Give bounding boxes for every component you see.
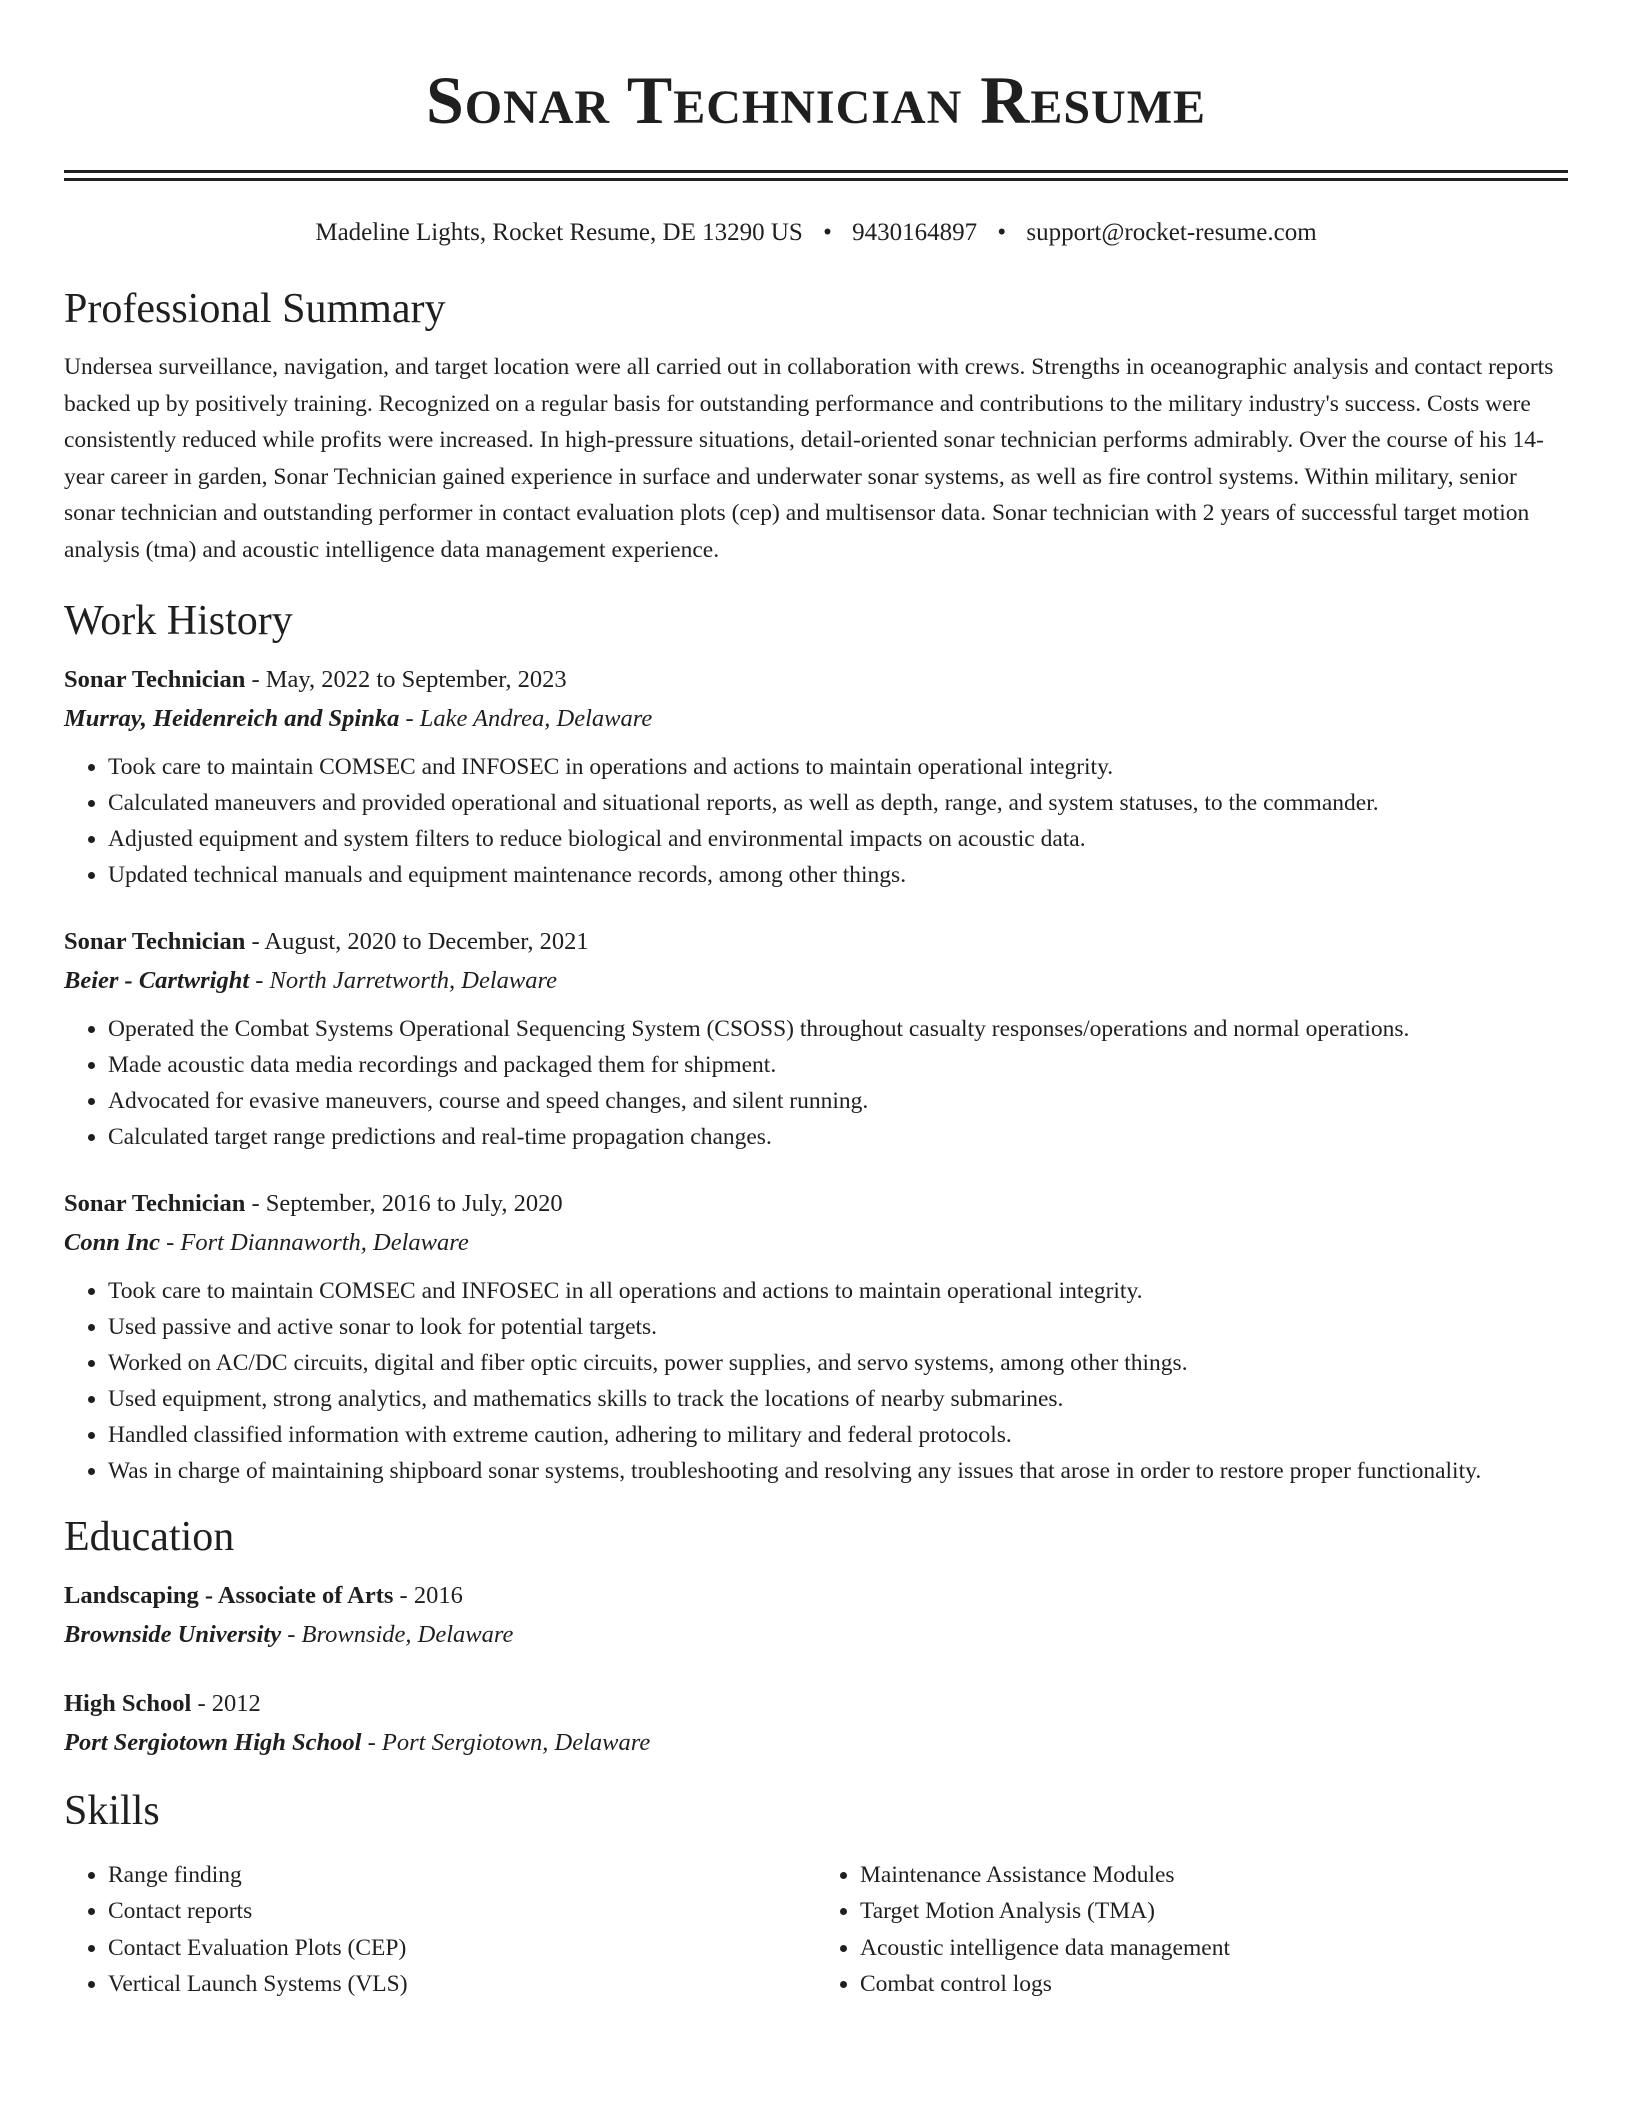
- skill-item: • Maintenance Assistance Modules: [860, 1857, 1568, 1894]
- skill-item: • Contact reports: [108, 1893, 816, 1930]
- skill-item: • Vertical Launch Systems (VLS): [108, 1966, 816, 2003]
- education-school: Port Sergiotown High School: [64, 1728, 362, 1756]
- skills-heading: Skills: [64, 1787, 160, 1834]
- education-location: - Brownside, Delaware: [281, 1620, 514, 1648]
- title-divider-bottom: [64, 178, 1568, 181]
- education-entry: [64, 1685, 1568, 1763]
- job-bullets: [64, 1273, 1568, 1489]
- job-bullet: • Calculated target range predictions and real-time propagation changes.: [108, 1119, 1568, 1155]
- job-title: Sonar Technician: [64, 927, 246, 955]
- education-year: - 2012: [191, 1689, 261, 1717]
- job-location: - North Jarretworth, Delaware: [249, 966, 557, 994]
- job-bullet: • Worked on AC/DC circuits, digital and fiber optic circuits, power supplies, and servo systems, among other things.: [108, 1345, 1568, 1381]
- job-title-line: [64, 1185, 1568, 1223]
- contact-address: Madeline Lights, Rocket Resume, DE 13290 US: [315, 219, 803, 246]
- skills-list: [64, 1851, 1568, 2003]
- skill-item: • Contact Evaluation Plots (CEP): [108, 1930, 816, 1967]
- education-location: - Port Sergiotown, Delaware: [361, 1728, 651, 1756]
- job-company: Conn Inc: [64, 1228, 161, 1256]
- job-bullet: • Was in charge of maintaining shipboard sonar systems, troubleshooting and resolving any issues that arose in order to restore proper functionality.: [108, 1453, 1568, 1489]
- job-dates: - September, 2016 to July, 2020: [245, 1189, 563, 1217]
- skill-item: • Acoustic intelligence data management: [860, 1930, 1568, 1967]
- resume-title: Sonar Technician Resume: [425, 62, 1207, 138]
- education-school: Brownside University: [64, 1620, 282, 1648]
- skills-column-left: [64, 1857, 816, 2003]
- job-bullet: • Made acoustic data media recordings and packaged them for shipment.: [108, 1047, 1568, 1083]
- job-entry: [64, 923, 1568, 1155]
- title-divider-top: [64, 170, 1568, 173]
- job-title: Sonar Technician: [64, 1189, 246, 1217]
- education-school-line: [64, 1615, 1568, 1655]
- education-school-line: [64, 1723, 1568, 1763]
- job-bullet: • Calculated maneuvers and provided operational and situational reports, as well as depth, range, and system statuses, to the commander.: [108, 785, 1568, 821]
- job-dates: - August, 2020 to December, 2021: [245, 927, 589, 955]
- education-entry: [64, 1577, 1568, 1655]
- education-degree: High School: [64, 1689, 192, 1717]
- education-heading: Education: [64, 1513, 235, 1560]
- job-location: - Fort Diannaworth, Delaware: [160, 1228, 469, 1256]
- job-bullet: • Updated technical manuals and equipment maintenance records, among other things.: [108, 857, 1568, 893]
- education-degree: Landscaping - Associate of Arts: [64, 1581, 394, 1609]
- contact-line: [64, 217, 1568, 249]
- contact-separator: •: [997, 219, 1007, 246]
- job-bullet: • Took care to maintain COMSEC and INFOSEC in all operations and actions to maintain operational integrity.: [108, 1273, 1568, 1309]
- job-title-line: [64, 661, 1568, 699]
- education-year: - 2016: [393, 1581, 463, 1609]
- education-degree-line: [64, 1685, 1568, 1723]
- job-bullet: • Handled classified information with extreme caution, adhering to military and federal protocols.: [108, 1417, 1568, 1453]
- job-entry: [64, 1185, 1568, 1489]
- skill-item: • Combat control logs: [860, 1966, 1568, 2003]
- summary-text: Undersea surveillance, navigation, and target location were all carried out in collaboration with crews. Strengths in oceanographic analysis and contact reports backed up by positively training. Recognized on a regular basis for outstanding performance and contributions to the military industry's success. Costs were consistently reduced while profits were increased. In high-pressure situations, detail-oriented sonar technician performs admirably. Over the course of his 14-year career in garden, Sonar Technician gained experience in surface and underwater sonar systems, as well as fire control systems. Within military, senior sonar technician and outstanding performer in contact evaluation plots (cep) and multisensor data. Sonar technician with 2 years of successful target motion analysis (tma) and acoustic intelligence data management experience.: [64, 354, 1554, 563]
- contact-email: support@rocket-resume.com: [1026, 219, 1317, 246]
- work-history-heading: Work History: [64, 597, 293, 644]
- skill-item: • Target Motion Analysis (TMA): [860, 1893, 1568, 1930]
- summary-heading: Professional Summary: [64, 286, 446, 332]
- job-bullets: [64, 749, 1568, 893]
- job-bullet: • Operated the Combat Systems Operational Sequencing System (CSOSS) throughout casualty responses/operations and normal operations.: [108, 1011, 1568, 1047]
- job-company-line: [64, 699, 1568, 739]
- job-location: - Lake Andrea, Delaware: [399, 704, 653, 732]
- job-bullets: [64, 1011, 1568, 1155]
- skills-column-right: [816, 1857, 1568, 2003]
- job-company-line: [64, 961, 1568, 1001]
- job-bullet: • Took care to maintain COMSEC and INFOSEC in operations and actions to maintain operational integrity.: [108, 749, 1568, 785]
- job-title-line: [64, 923, 1568, 961]
- contact-separator: •: [823, 219, 832, 246]
- job-bullet: • Advocated for evasive maneuvers, course and speed changes, and silent running.: [108, 1083, 1568, 1119]
- job-title: Sonar Technician: [64, 665, 246, 693]
- job-company: Beier - Cartwright: [64, 966, 250, 994]
- contact-phone: 9430164897: [852, 219, 978, 246]
- job-bullet: • Adjusted equipment and system filters to reduce biological and environmental impacts on acoustic data.: [108, 821, 1568, 857]
- job-bullet: • Used passive and active sonar to look for potential targets.: [108, 1309, 1568, 1345]
- skill-item: • Range finding: [108, 1857, 816, 1894]
- job-company: Murray, Heidenreich and Spinka: [64, 704, 400, 732]
- job-company-line: [64, 1223, 1568, 1263]
- job-dates: - May, 2022 to September, 2023: [245, 665, 567, 693]
- education-degree-line: [64, 1577, 1568, 1615]
- job-entry: [64, 661, 1568, 893]
- job-bullet: • Used equipment, strong analytics, and mathematics skills to track the locations of nearby submarines.: [108, 1381, 1568, 1417]
